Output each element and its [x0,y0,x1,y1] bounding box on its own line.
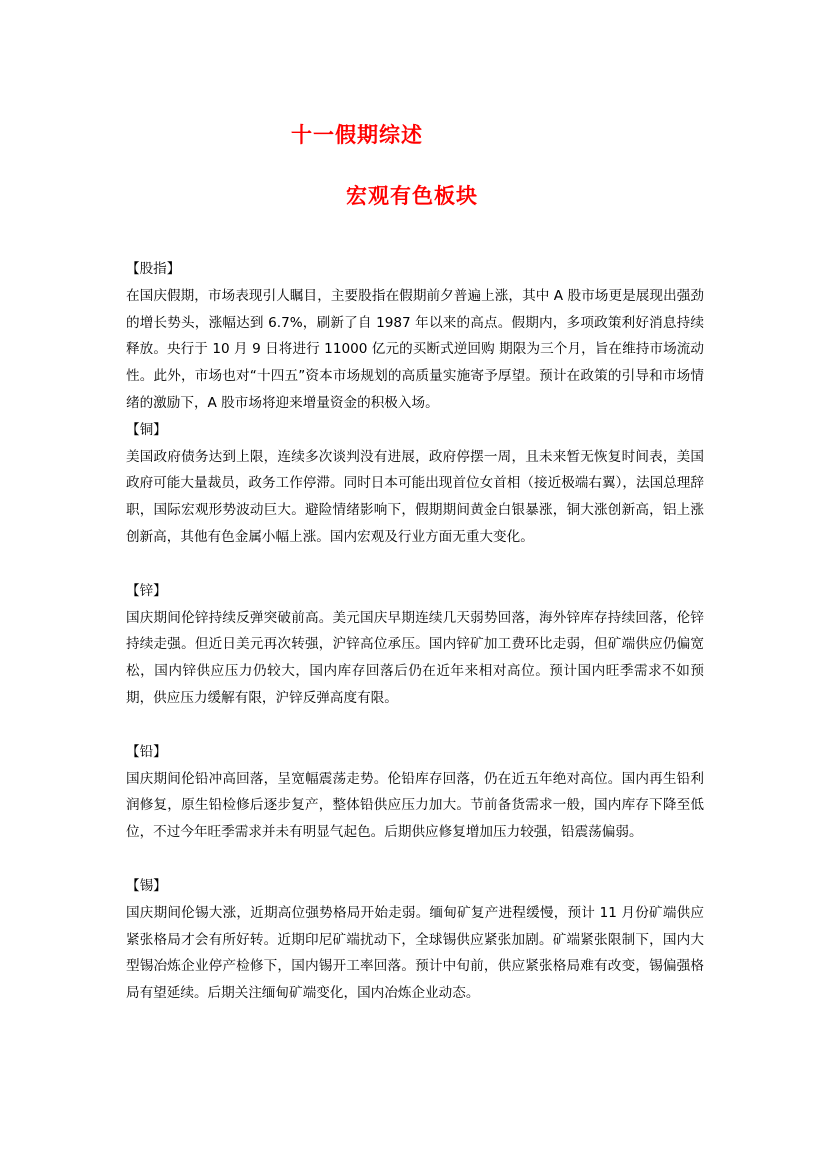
paragraph-spacer [126,846,704,873]
section-heading: 【铅】 [126,743,167,760]
document-body [126,256,704,1007]
section-heading: 【锡】 [126,877,167,894]
paragraph-spacer [126,712,704,739]
section-zinc [126,578,704,712]
section-heading: 【股指】 [126,261,181,277]
section-body: 国庆期间伦锡大涨，近期高位强势格局开始走弱。缅甸矿复产进程缓慢，预计 11 月份矿端供应紧张格局才会有所好转。近期印尼矿端扰动下，全球锡供应紧张加剧。矿端紧张限制下，国内大型锡冶炼企业停产检修下，国内锡开工率回落。预计中旬前，供应紧张格局难有改变，锡偏强格局有望延续。后期关注缅甸矿端变化，国内冶炼企业动态。 [126,904,704,1002]
section-lead [126,739,704,846]
section-body: 美国政府债务达到上限，连续多次谈判没有进展，政府停摆一周，且未来暂无恢复时间表，美国政府可能大量裁员，政务工作停滞。同时日本可能出现首位女首相（接近极端右翼），法国总理辞职，国际宏观形势波动巨大。避险情绪影响下，假期期间黄金白银暴涨，铜大涨创新高，铝上涨创新高，其他有色金属小幅上涨。国内宏观及行业方面无重大变化。 [126,448,704,545]
section-tin [126,873,704,1007]
paragraph-spacer [126,551,704,578]
document-subtitle: 宏观有色板块 [346,184,478,208]
section-heading: 【铜】 [126,421,167,438]
section-body: 国庆期间伦铅冲高回落，呈宽幅震荡走势。伦铅库存回落，仍在近五年绝对高位。国内再生铅利润修复，原生铅检修后逐步复产，整体铅供应压力加大。节前备货需求一般，国内库存下降至低位，不过今年旺季需求并未有明显气起色。后期供应修复增加压力较强，铅震荡偏弱。 [126,770,704,841]
section-body: 国庆期间伦锌持续反弹突破前高。美元国庆早期连续几天弱势回落，海外锌库存持续回落，伦锌持续走强。但近日美元再次转强，沪锌高位承压。国内锌矿加工费环比走弱，但矿端供应仍偏宽松，国内锌供应压力仍较大，国内库存回落后仍在近年来相对高位。预计国内旺季需求不如预期，供应压力缓解有限，沪锌反弹高度有限。 [126,609,704,706]
section-stock-index [126,256,704,417]
section-body: 在国庆假期，市场表现引人瞩目，主要股指在假期前夕普遍上涨，其中 A 股市场更是展现出强劲的增长势头，涨幅达到 6.7%，刷新了自 1987 年以来的高点。假期内，多项政策利好消息持续释放。央行于 10 月 9 日将进行 11000 亿元的买断式逆回购 期限为三个月，旨在维持市场流动性。此外，市场也对“十四五”资本市场规划的高质量实施寄予厚望。预计在政策的引导和市场情绪的激励下，A 股市场将迎来增量资金的积极入场。 [126,287,704,411]
section-copper [126,417,704,551]
section-heading: 【锌】 [126,582,167,599]
document-title: 十一假期综述 [291,123,423,147]
